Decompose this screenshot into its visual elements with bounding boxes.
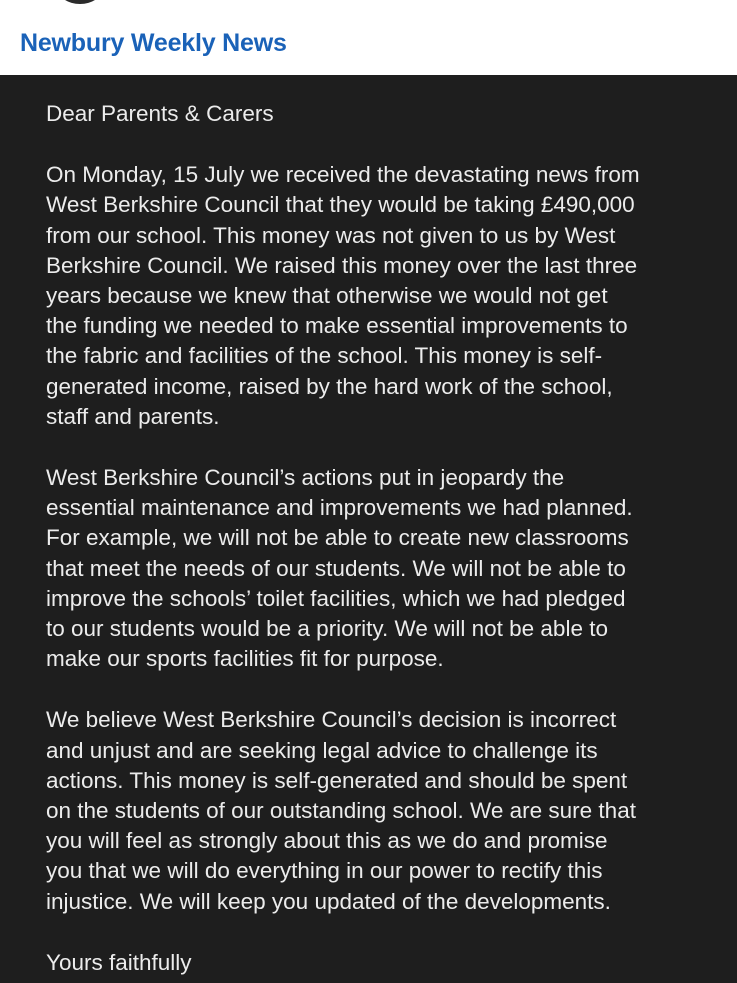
text-line: West Berkshire Council that they would be taking £490,000: [46, 192, 635, 218]
text-line: you that we will do everything in our power to rectify this: [46, 858, 603, 884]
text-line: actions. This money is self-generated and should be spent: [46, 767, 628, 793]
text-line: improve the schools’ toilet facilities, which we had pledged: [46, 585, 626, 611]
source-name[interactable]: Newbury Weekly News: [20, 29, 287, 57]
paragraph-1: [46, 160, 717, 432]
text-line: from our school. This money was not given to us by West: [46, 222, 616, 248]
avatar[interactable]: [58, 0, 102, 4]
text-line: staff and parents.: [46, 403, 220, 429]
paragraph-gap: [46, 674, 717, 705]
salutation: Dear Parents & Carers: [46, 101, 274, 126]
text-line: For example, we will not be able to create new classrooms: [46, 525, 629, 551]
text-line: that meet the needs of our students. We will not be able to: [46, 555, 626, 581]
paragraph-3: [46, 705, 717, 916]
text-line: injustice. We will keep you updated of the developments.: [46, 888, 611, 914]
text-line: on the students of our outstanding school. We are sure that: [46, 798, 636, 824]
paragraph-2: [46, 463, 717, 674]
letter-body: [0, 75, 737, 983]
text-line: the fabric and facilities of the school. This money is self-: [46, 343, 603, 369]
paragraph-gap: [46, 129, 717, 160]
text-line: to our students would be a priority. We will not be able to: [46, 616, 608, 642]
text-line: you will feel as strongly about this as we do and promise: [46, 828, 608, 854]
text-line: essential maintenance and improvements we had planned.: [46, 495, 633, 521]
text-line: make our sports facilities fit for purpose.: [46, 646, 444, 672]
closing: Yours faithfully: [46, 949, 192, 975]
paragraph-gap: [46, 432, 717, 463]
text-line: the funding we needed to make essential improvements to: [46, 313, 628, 339]
text-line: On Monday, 15 July we received the devastating news from: [46, 162, 640, 188]
paragraph-gap: [46, 917, 717, 948]
text-line: and unjust and are seeking legal advice to challenge its: [46, 737, 598, 763]
post-header: [0, 0, 737, 75]
text-line: generated income, raised by the hard work of the school,: [46, 373, 613, 399]
text-line: We believe West Berkshire Council’s decision is incorrect: [46, 707, 617, 733]
text-line: years because we knew that otherwise we would not get: [46, 283, 608, 309]
text-line: West Berkshire Council’s actions put in jeopardy the: [46, 465, 565, 491]
text-line: Berkshire Council. We raised this money over the last three: [46, 252, 638, 278]
